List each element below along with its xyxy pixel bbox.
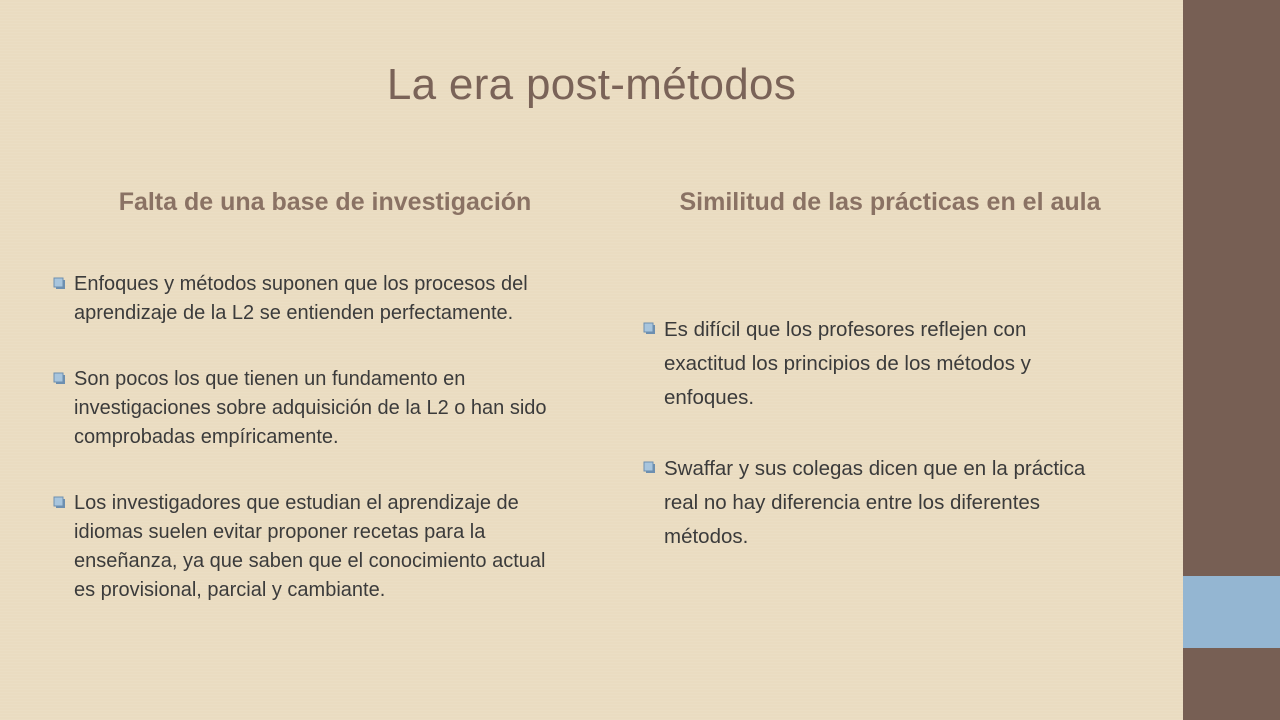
square-bullet-icon xyxy=(53,372,66,385)
right-column-heading: Similitud de las prácticas en el aula xyxy=(679,188,1101,216)
bullet-item xyxy=(50,489,570,605)
square-bullet-icon xyxy=(53,496,66,509)
bullet-item xyxy=(50,365,570,452)
bullet-text: Son pocos los que tienen un fundamento en investigaciones sobre adquisición de la L2 o han sido comprobadas empíricamente. xyxy=(74,368,547,448)
left-column-heading: Falta de una base de investigación xyxy=(118,188,532,216)
side-rail-blue-accent xyxy=(1183,576,1280,648)
bullet-text: Es difícil que los profesores reflejen con exactitud los principios de los métodos y enfoques. xyxy=(664,318,1031,409)
bullet-item xyxy=(50,270,570,328)
bullet-text: Swaffar y sus colegas dicen que en la práctica real no hay diferencia entre los diferentes métodos. xyxy=(664,457,1086,548)
bullet-item xyxy=(640,313,1110,415)
slide-title: La era post-métodos xyxy=(386,60,797,109)
right-bullet-list xyxy=(640,313,1110,591)
side-rail-brown-bottom xyxy=(1183,648,1280,720)
square-bullet-icon xyxy=(643,461,656,474)
bullet-item xyxy=(640,452,1110,554)
bullet-text: Los investigadores que estudian el aprendizaje de idiomas suelen evitar proponer recetas para la enseñanza, ya que saben que el conocimiento actual es provisional, parcial y cambiante. xyxy=(74,492,546,601)
side-rail-brown-top xyxy=(1183,0,1280,576)
square-bullet-icon xyxy=(53,277,66,290)
bullet-text: Enfoques y métodos suponen que los procesos del aprendizaje de la L2 se entienden perfectamente. xyxy=(74,273,528,324)
left-bullet-list xyxy=(50,270,570,642)
square-bullet-icon xyxy=(643,322,656,335)
